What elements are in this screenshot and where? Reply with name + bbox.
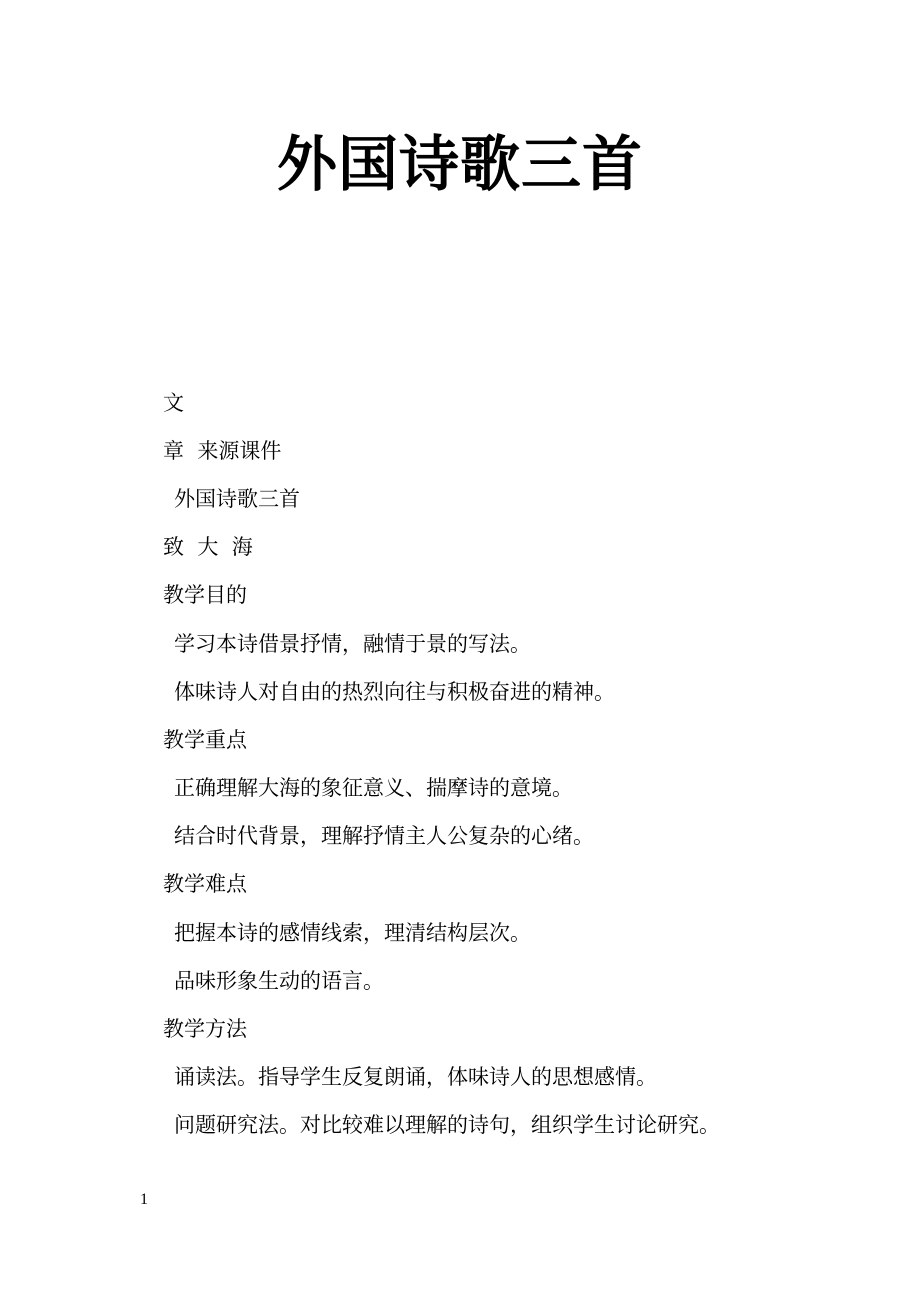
method-item: 问题研究法。对比较难以理解的诗句，组织学生讨论研究。	[174, 1113, 720, 1137]
text-line-wen: 文	[163, 391, 184, 415]
section-heading-goals: 教学目的	[163, 583, 247, 607]
page-number: 1	[140, 1191, 148, 1208]
text-line-source: 章 来源课件	[163, 439, 282, 463]
section-heading-difficulties: 教学难点	[163, 872, 247, 896]
difficulty-item: 把握本诗的感情线索，理清结构层次。	[174, 921, 531, 945]
text-line-subtitle: 外国诗歌三首	[174, 487, 300, 511]
method-item: 诵读法。指导学生反复朗诵，体味诗人的思想感情。	[174, 1065, 657, 1089]
key-point-item: 正确理解大海的象征意义、揣摩诗的意境。	[174, 776, 573, 800]
difficulty-item: 品味形象生动的语言。	[174, 969, 384, 993]
poem-title: 致 大 海	[163, 535, 253, 559]
document-title: 外国诗歌三首	[277, 130, 643, 200]
section-heading-key-points: 教学重点	[163, 728, 247, 752]
goal-item: 体味诗人对自由的热烈向往与积极奋进的精神。	[174, 680, 615, 704]
key-point-item: 结合时代背景，理解抒情主人公复杂的心绪。	[174, 824, 594, 848]
goal-item: 学习本诗借景抒情，融情于景的写法。	[174, 632, 531, 656]
section-heading-methods: 教学方法	[163, 1017, 247, 1041]
